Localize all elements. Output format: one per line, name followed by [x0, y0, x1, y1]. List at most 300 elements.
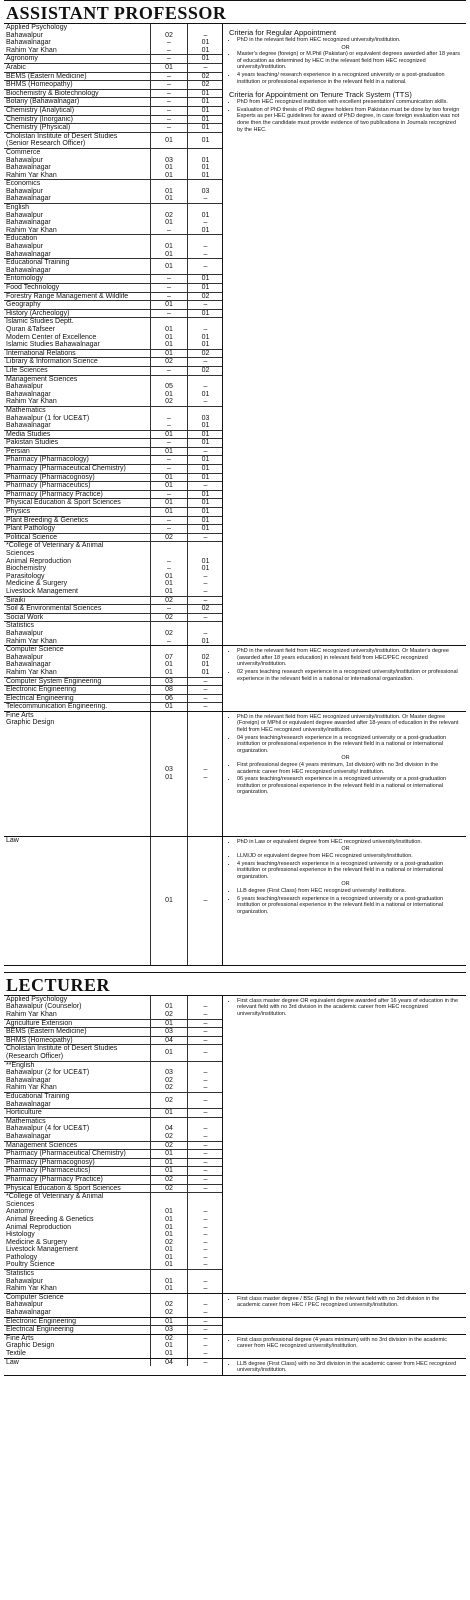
post-count: 03 [201, 414, 210, 422]
post-count: – [203, 1246, 208, 1254]
post-row [4, 482, 222, 491]
discipline-line: Bahawalnagar [6, 1100, 51, 1108]
discipline-line: Bahawalnagar [6, 1132, 51, 1140]
post-row [4, 1142, 222, 1151]
discipline-line: Livestock Management [6, 1246, 78, 1254]
post-count: – [203, 587, 208, 595]
tts-posts-count [187, 275, 223, 283]
post-row [4, 622, 222, 645]
post-row [4, 1176, 222, 1185]
discipline-name [4, 439, 150, 447]
post-count: 01 [201, 309, 210, 317]
discipline-line: Commerce [6, 148, 41, 156]
discipline-name [4, 1028, 150, 1036]
post-row [4, 456, 222, 465]
post-count: – [203, 1175, 208, 1183]
tts-posts-count [187, 1326, 223, 1334]
post-row [4, 534, 222, 543]
post-count: – [167, 557, 171, 565]
tts-posts-count [187, 614, 223, 622]
discipline-line: BEMS (Eastern Medicine) [6, 72, 87, 80]
post-count: 01 [165, 1158, 173, 1166]
post-row [4, 614, 222, 623]
post-count: 01 [201, 284, 210, 291]
discipline-line: Bahawalnagar [6, 250, 51, 258]
tts-posts-count [187, 1270, 223, 1293]
post-count: 01 [201, 637, 210, 645]
post-count: – [203, 398, 208, 406]
post-count: 02 [201, 605, 210, 613]
lec-criteria-cs [223, 1294, 466, 1317]
discipline-line: Rahim Yar Khan [6, 1285, 57, 1293]
post-count [151, 1118, 187, 1126]
post-row [4, 149, 222, 180]
post-count [151, 1270, 187, 1278]
tts-posts-count [187, 1318, 223, 1326]
discipline-line: Computer System Engineering [6, 677, 102, 685]
discipline-line: Arabic [6, 63, 26, 71]
post-count: 01 [201, 226, 210, 234]
regular-posts-count [150, 1326, 187, 1334]
criteria-regular-title: Criteria for Regular Appointment [229, 28, 337, 37]
post-count: 01 [201, 39, 210, 47]
post-count: – [167, 226, 171, 234]
post-count: 01 [165, 1215, 173, 1223]
post-row [4, 310, 222, 319]
post-count: 04 [165, 1036, 173, 1044]
post-row [4, 301, 222, 310]
regular-posts-count [150, 310, 187, 318]
post-count: – [203, 1125, 208, 1133]
regular-posts-count [150, 605, 187, 613]
discipline-name [4, 376, 150, 406]
discipline-line: Entomology [6, 275, 43, 283]
discipline-line: Electronic Engineering [6, 686, 77, 694]
post-count: 01 [165, 349, 173, 357]
discipline-line: Electrical Engineering [6, 1326, 74, 1334]
regular-posts-count [150, 275, 187, 283]
post-row [4, 1294, 222, 1317]
post-count: – [203, 1028, 208, 1036]
discipline-name [4, 499, 150, 507]
discipline-line: Physical Education & Sport Sciences [6, 499, 121, 507]
lec-table-cs [4, 1294, 223, 1317]
regular-posts-count [150, 1020, 187, 1028]
post-count: 02 [201, 292, 210, 300]
discipline-line: Telecommunication Engineering. [6, 703, 108, 711]
discipline-line: Bahawalpur [6, 243, 43, 251]
regular-posts-count [150, 98, 187, 106]
discipline-line: Sciences [6, 1200, 35, 1208]
tts-posts-count [187, 98, 223, 106]
post-count: 02 [165, 1141, 173, 1149]
post-count: – [203, 383, 208, 391]
discipline-name [4, 310, 150, 318]
tts-posts-count [187, 1150, 223, 1158]
post-row [4, 431, 222, 440]
regular-posts-count [150, 116, 187, 124]
discipline-line: Modern Center of Excellence [6, 333, 97, 341]
regular-posts-count [150, 1150, 187, 1158]
discipline-line: Agriculture Extension [6, 1019, 73, 1027]
post-row [4, 107, 222, 116]
post-count: 01 [165, 63, 173, 71]
criteria-item: • First class master degree / BSc (Eng) in the relevant field with no 3rd division in the academic career from HEC / PEC recognized university/institution. [237, 1296, 462, 1309]
post-row [4, 407, 222, 431]
post-count: – [203, 613, 208, 621]
tts-posts-count [187, 64, 223, 72]
post-count: 01 [201, 565, 210, 573]
discipline-name [4, 837, 150, 965]
discipline-name [4, 622, 150, 645]
tts-posts-count [187, 284, 223, 292]
discipline-name [4, 474, 150, 482]
post-count: 03 [201, 187, 210, 195]
regular-posts-count [150, 367, 187, 375]
post-row [4, 367, 222, 376]
post-count: 01 [165, 1246, 173, 1254]
discipline-line: Anatomy [6, 1208, 34, 1216]
post-count: 01 [165, 668, 173, 676]
tts-posts-count [187, 542, 223, 595]
post-count: 01 [165, 1231, 173, 1239]
advertisement-page [4, 0, 466, 1376]
post-row [4, 597, 222, 606]
discipline-name [4, 1294, 150, 1317]
tts-posts-count [187, 1359, 223, 1367]
post-count: – [203, 1334, 208, 1342]
tts-posts-count [187, 431, 223, 439]
tts-posts-count [187, 996, 223, 1019]
ap-section-regular [4, 24, 466, 646]
discipline-name [4, 678, 150, 686]
discipline-line: Pharmacy (Pharmacognosy) [6, 473, 95, 481]
regular-posts-count [150, 64, 187, 72]
regular-posts-count [150, 293, 187, 301]
discipline-line: Poultry Science [6, 1261, 55, 1269]
post-count: 02 [165, 31, 173, 39]
post-count: 01 [201, 661, 210, 669]
post-count: 01 [201, 136, 210, 144]
discipline-name [4, 605, 150, 613]
post-row [4, 508, 222, 517]
post-count: – [203, 1253, 208, 1261]
post-count: – [203, 1326, 208, 1334]
discipline-line: Bahawalpur [6, 187, 43, 195]
post-count: – [203, 1167, 208, 1175]
discipline-name [4, 1093, 150, 1108]
post-count: – [203, 596, 208, 604]
post-count: 01 [165, 243, 173, 251]
post-count [188, 235, 223, 243]
post-row [4, 1020, 222, 1029]
discipline-name [4, 293, 150, 301]
post-row [4, 259, 222, 275]
discipline-line: Applied Psychology [6, 995, 68, 1003]
post-count: 01 [165, 1223, 173, 1231]
tts-posts-count [187, 1294, 223, 1317]
post-count: 03 [165, 1326, 173, 1334]
post-count [188, 204, 223, 212]
discipline-name [4, 284, 150, 292]
lec-table-main [4, 996, 223, 1293]
discipline-name [4, 695, 150, 703]
tts-posts-count [187, 367, 223, 375]
discipline-line: Rahim Yar Khan [6, 668, 57, 676]
tts-posts-count [187, 678, 223, 686]
post-count: 07 [165, 653, 173, 661]
discipline-line: Bahawalpur [6, 31, 43, 39]
post-count [188, 149, 223, 157]
discipline-line: Bahawalnagar [6, 195, 51, 203]
discipline-line: Medicine & Surgery [6, 1238, 68, 1246]
post-count: 01 [201, 46, 210, 54]
post-count: – [167, 637, 171, 645]
regular-posts-count [150, 465, 187, 473]
post-count: – [203, 358, 208, 366]
post-count: 02 [165, 358, 173, 366]
discipline-line: Sciences [6, 550, 35, 557]
criteria-item: • LLB degree (First Class) with no 3rd division in the academic career from HEC recognized university/institution. [237, 1361, 462, 1374]
discipline-line: Bahawalnagar [6, 219, 51, 227]
lec-table-fine-arts [4, 1335, 223, 1358]
tts-posts-count [187, 90, 223, 98]
discipline-line: Library & Information Science [6, 358, 98, 366]
post-row [4, 517, 222, 526]
tts-posts-count [187, 55, 223, 63]
post-count: – [167, 72, 171, 80]
criteria-item: • 6 years teaching/research experience in a recognized university or a post-graduation institution or professional experience in the relevant field in a national or international organization. [237, 896, 462, 916]
post-count: 02 [165, 1084, 173, 1092]
discipline-line: Pharmacy (Pharmaceutics) [6, 1167, 91, 1175]
post-count: – [203, 1011, 208, 1019]
tts-posts-count [187, 605, 223, 613]
post-count: – [167, 465, 171, 473]
post-count: 01 [201, 211, 210, 219]
post-row [4, 24, 222, 55]
ap-criteria-fine-arts [223, 712, 466, 836]
post-count: – [167, 46, 171, 54]
discipline-name [4, 517, 150, 525]
regular-posts-count [150, 1062, 187, 1092]
ap-criteria-engineering [223, 646, 466, 711]
assistant-professor-heading: ASSISTANT PROFESSOR [4, 0, 466, 24]
post-count: – [203, 243, 208, 251]
discipline-line: Management Sciences [6, 375, 78, 383]
discipline-name [4, 1359, 150, 1367]
discipline-line: Animal Breeding & Genetics [6, 1215, 94, 1223]
post-count: – [203, 1049, 208, 1057]
regular-posts-count [150, 301, 187, 309]
regular-posts-count [150, 81, 187, 89]
discipline-line: Bahawalpur [6, 629, 43, 637]
discipline-line: Computer Science [6, 1293, 64, 1301]
tts-posts-count [187, 24, 223, 54]
post-count: – [203, 1223, 208, 1231]
tts-posts-count [187, 358, 223, 366]
lec-table-law [4, 1359, 223, 1375]
discipline-line: Bahawalpur [6, 383, 43, 391]
post-row [4, 1109, 222, 1118]
discipline-line: Electrical Engineering [6, 694, 74, 702]
discipline-line: Chemistry (Physical) [6, 124, 71, 132]
post-row [4, 180, 222, 204]
post-count: 01 [165, 703, 173, 711]
post-count: – [203, 773, 208, 781]
post-count: 01 [201, 115, 210, 123]
criteria-item: • 06 years teaching/research experience in a recognized university or a post-graduation institution or professional experience in the relevant field in a national or international organization. [237, 776, 462, 796]
post-count: – [203, 1231, 208, 1239]
post-count: – [203, 1076, 208, 1084]
post-count: – [203, 63, 208, 71]
post-count: 01 [201, 124, 210, 132]
discipline-name [4, 1062, 150, 1092]
post-count: 01 [165, 1150, 173, 1158]
post-count: 01 [165, 897, 173, 905]
criteria-item: • 04 years teaching/research experience in a recognized university or a post-graduation institution or professional experience in the relevant field in a national or international organization. [237, 735, 462, 755]
discipline-name [4, 703, 150, 711]
post-count: 05 [165, 383, 173, 391]
post-count: – [203, 1277, 208, 1285]
post-count [188, 1270, 223, 1278]
discipline-line: Geography [6, 301, 41, 309]
post-count [188, 550, 223, 558]
discipline-line: Pharmacy (Pharmaceutics) [6, 482, 91, 490]
post-count: – [203, 1215, 208, 1223]
discipline-line: Pakistan Studies [6, 439, 59, 447]
regular-posts-count [150, 180, 187, 203]
discipline-line: Bahawalnagar [6, 39, 51, 47]
post-count: – [167, 98, 171, 106]
tts-posts-count [187, 293, 223, 301]
post-row [4, 525, 222, 534]
regular-posts-count [150, 1359, 187, 1367]
discipline-name [4, 107, 150, 115]
post-count: 01 [201, 390, 210, 398]
post-row [4, 55, 222, 64]
tts-posts-count [187, 703, 223, 711]
discipline-line: BHMS (Homeopathy) [6, 81, 73, 89]
post-count: 01 [201, 439, 210, 447]
discipline-line: (Senior Research Officer) [6, 140, 86, 148]
discipline-line: Cholistan Institute of Desert Studies [6, 132, 118, 140]
or-separator: OR [341, 755, 350, 762]
tts-posts-count [187, 1028, 223, 1036]
tts-posts-count [187, 448, 223, 456]
post-count: 01 [165, 1277, 173, 1285]
discipline-line: Parasitology [6, 572, 45, 580]
post-count: – [167, 525, 171, 533]
post-row [4, 90, 222, 99]
discipline-line: Physics [6, 508, 31, 516]
post-count: – [203, 1208, 208, 1216]
post-count [151, 24, 187, 32]
regular-posts-count [150, 431, 187, 439]
discipline-line: Rahim Yar Khan [6, 171, 57, 179]
discipline-line: Soil & Environmental Sciences [6, 605, 102, 613]
discipline-name [4, 1193, 150, 1269]
tts-posts-count [187, 350, 223, 358]
post-count: – [203, 1350, 208, 1357]
post-count: 01 [165, 1317, 173, 1325]
discipline-line: Bahawalnagar [6, 1076, 51, 1084]
discipline-line: Rahim Yar Khan [6, 398, 57, 406]
or-separator: OR [341, 44, 350, 51]
tts-posts-count [187, 1093, 223, 1108]
post-count: 01 [201, 465, 210, 473]
criteria-item: • First professional degree (4 years minimum, 1st division) with no 3rd division in the academic career from HEC recognized university/ institution. [237, 762, 462, 775]
regular-posts-count [150, 456, 187, 464]
discipline-line: Bahawalpur (4 for UCE&T) [6, 1125, 90, 1133]
discipline-name [4, 1335, 150, 1358]
discipline-line: (Research Officer) [6, 1053, 64, 1061]
discipline-name [4, 614, 150, 622]
regular-posts-count [150, 1270, 187, 1293]
tts-posts-count [187, 180, 223, 203]
discipline-line: BHMS (Homeopathy) [6, 1036, 73, 1044]
tts-posts-count [187, 1193, 223, 1269]
discipline-name [4, 1270, 150, 1293]
post-count: 01 [165, 250, 173, 258]
post-count: – [203, 897, 208, 905]
post-count: 01 [165, 341, 173, 349]
post-count: 01 [165, 219, 173, 227]
discipline-name [4, 712, 150, 836]
discipline-name [4, 1159, 150, 1167]
discipline-line: BEMS (Eastern Medicine) [6, 1028, 87, 1036]
regular-posts-count [150, 55, 187, 63]
post-count: 02 [165, 1175, 173, 1183]
ap-section-fine-arts [4, 712, 466, 837]
regular-posts-count [150, 90, 187, 98]
post-count [151, 1294, 187, 1302]
discipline-line: Life Sciences [6, 366, 48, 374]
discipline-name [4, 275, 150, 283]
tts-posts-count [187, 456, 223, 464]
tts-posts-count [187, 376, 223, 406]
tts-posts-count [187, 499, 223, 507]
post-row [4, 133, 222, 149]
discipline-name [4, 1185, 150, 1193]
criteria-item: • First class master degree OR equivalent degree awarded after 16 years of education in the relevant field with no 3rd division in the academic career from HEC recognized university/institution. [237, 998, 462, 1018]
tts-posts-count [187, 474, 223, 482]
tts-posts-count [187, 301, 223, 309]
post-count: – [167, 309, 171, 317]
tts-posts-count [187, 465, 223, 473]
discipline-line: Pharmacy (Pharmaceutical Chemistry) [6, 465, 126, 473]
post-row [4, 204, 222, 235]
post-count: 01 [165, 325, 173, 333]
post-row [4, 1037, 222, 1046]
lec-table-engineering [4, 1318, 223, 1334]
discipline-name [4, 597, 150, 605]
post-row [4, 646, 222, 677]
lec-criteria-main [223, 996, 466, 1293]
regular-posts-count [150, 1159, 187, 1167]
discipline-name [4, 465, 150, 473]
post-count [151, 542, 187, 550]
tts-posts-count [187, 107, 223, 115]
discipline-line: Graphic Design [6, 719, 55, 727]
discipline-line: Bahawalpur (2 for UCE&T) [6, 1069, 90, 1077]
post-count: – [203, 447, 208, 455]
post-count: 01 [165, 1167, 173, 1175]
post-count: – [203, 1301, 208, 1309]
discipline-name [4, 1045, 150, 1060]
post-count: 02 [201, 653, 210, 661]
tts-posts-count [187, 73, 223, 81]
regular-posts-count [150, 517, 187, 525]
